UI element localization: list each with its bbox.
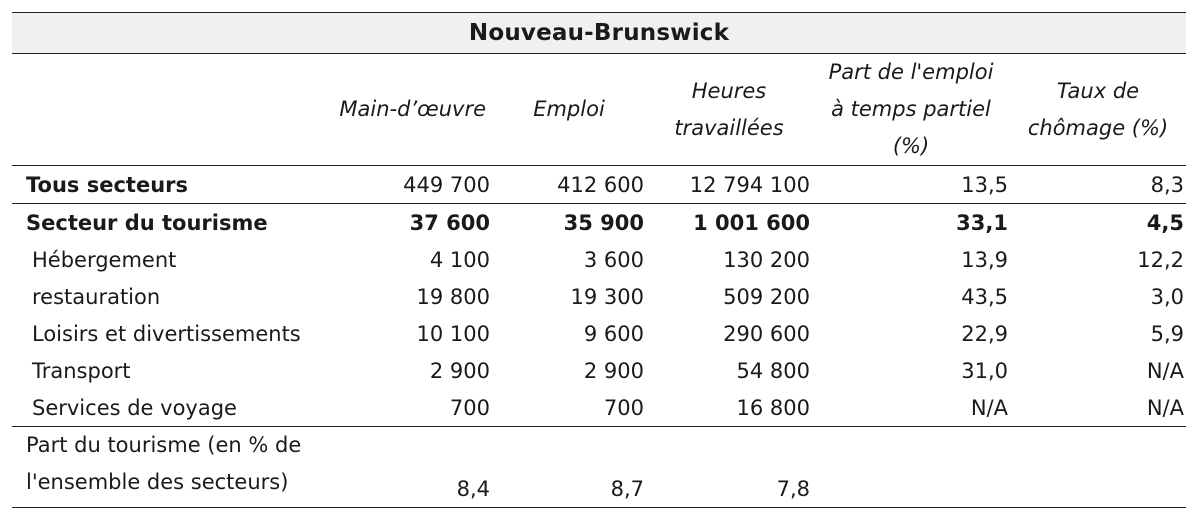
cell-part-time: 22,9 [961, 321, 1008, 346]
header-part-time-line2: à temps partiel [831, 97, 991, 121]
header-hours [646, 54, 812, 166]
header-labor: Main-d’œuvre [312, 54, 492, 166]
cell-labor: 10 100 [416, 321, 490, 346]
cell-labor: 700 [449, 395, 490, 420]
table-row [12, 278, 1186, 315]
table-row [12, 352, 1186, 389]
cell-labor: 449 700 [403, 172, 490, 197]
row-label: Loisirs et divertissements [32, 321, 301, 346]
cell-employment: 9 600 [583, 321, 644, 346]
header-unemployment-line2: chômage (%) [1027, 115, 1169, 140]
row-label: Secteur du tourisme [12, 204, 312, 242]
cell-hours: 290 600 [723, 321, 810, 346]
cell-part-time: N/A [970, 395, 1008, 420]
cell-hours: 1 001 600 [646, 204, 812, 242]
share-row-label [12, 427, 312, 508]
cell-labor: 19 800 [416, 284, 490, 309]
cell-part-time: 33,1 [812, 204, 1010, 242]
cell-employment: 2 900 [583, 358, 644, 383]
header-unemployment [1010, 54, 1186, 166]
cell-labor: 8,4 [312, 427, 492, 508]
cell-hours: 12 794 100 [689, 172, 810, 197]
cell-labor: 4 100 [429, 247, 490, 272]
header-blank [12, 54, 312, 166]
cell-part-time: 31,0 [961, 358, 1008, 383]
header-part-time-line1: Part de l'emploi [828, 60, 994, 84]
header-part-time-line3: (%) [892, 134, 930, 158]
cell-unemployment: 8,3 [1150, 172, 1184, 197]
row-label: Transport [32, 358, 131, 383]
cell-labor: 2 900 [429, 358, 490, 383]
header-row [12, 54, 1186, 166]
cell-hours: 54 800 [736, 358, 810, 383]
table-row [12, 166, 1186, 204]
row-label: Services de voyage [32, 395, 237, 420]
cell-part-time: 13,9 [961, 247, 1008, 272]
cell-unemployment: 5,9 [1150, 321, 1184, 346]
cell-hours: 7,8 [646, 427, 812, 508]
table-title: Nouveau-Brunswick [12, 12, 1186, 54]
table-row [12, 241, 1186, 278]
share-row-label-line2: l'ensemble des secteurs) [26, 470, 289, 494]
cell-hours: 16 800 [736, 395, 810, 420]
cell-unemployment [1010, 427, 1186, 508]
share-row [12, 427, 1186, 508]
cell-part-time [812, 427, 1010, 508]
table-row [12, 315, 1186, 352]
cell-part-time: 13,5 [961, 172, 1008, 197]
cell-employment: 412 600 [557, 172, 644, 197]
cell-employment: 35 900 [492, 204, 646, 242]
cell-hours: 509 200 [723, 284, 810, 309]
cell-unemployment: N/A [1146, 358, 1184, 383]
cell-unemployment: 4,5 [1010, 204, 1186, 242]
row-label: restauration [32, 284, 161, 309]
header-employment: Emploi [492, 54, 646, 166]
cell-unemployment: 12,2 [1137, 247, 1184, 272]
header-part-time [812, 54, 1010, 166]
row-label: Tous secteurs [26, 172, 189, 197]
share-row-label-line1: Part du tourisme (en % de [26, 433, 302, 457]
cell-employment: 8,7 [492, 427, 646, 508]
table-row [12, 204, 1186, 242]
header-hours-line2: travaillées [674, 115, 784, 140]
data-table-container [12, 12, 1186, 508]
cell-labor: 37 600 [312, 204, 492, 242]
table-row [12, 389, 1186, 427]
cell-part-time: 43,5 [961, 284, 1008, 309]
header-hours-line1: Heures [691, 78, 767, 103]
employment-table [12, 54, 1186, 508]
cell-employment: 19 300 [570, 284, 644, 309]
cell-employment: 700 [603, 395, 644, 420]
cell-hours: 130 200 [723, 247, 810, 272]
header-unemployment-line1: Taux de [1056, 78, 1140, 103]
row-label: Hébergement [32, 247, 177, 272]
cell-unemployment: 3,0 [1150, 284, 1184, 309]
cell-employment: 3 600 [583, 247, 644, 272]
cell-unemployment: N/A [1146, 395, 1184, 420]
